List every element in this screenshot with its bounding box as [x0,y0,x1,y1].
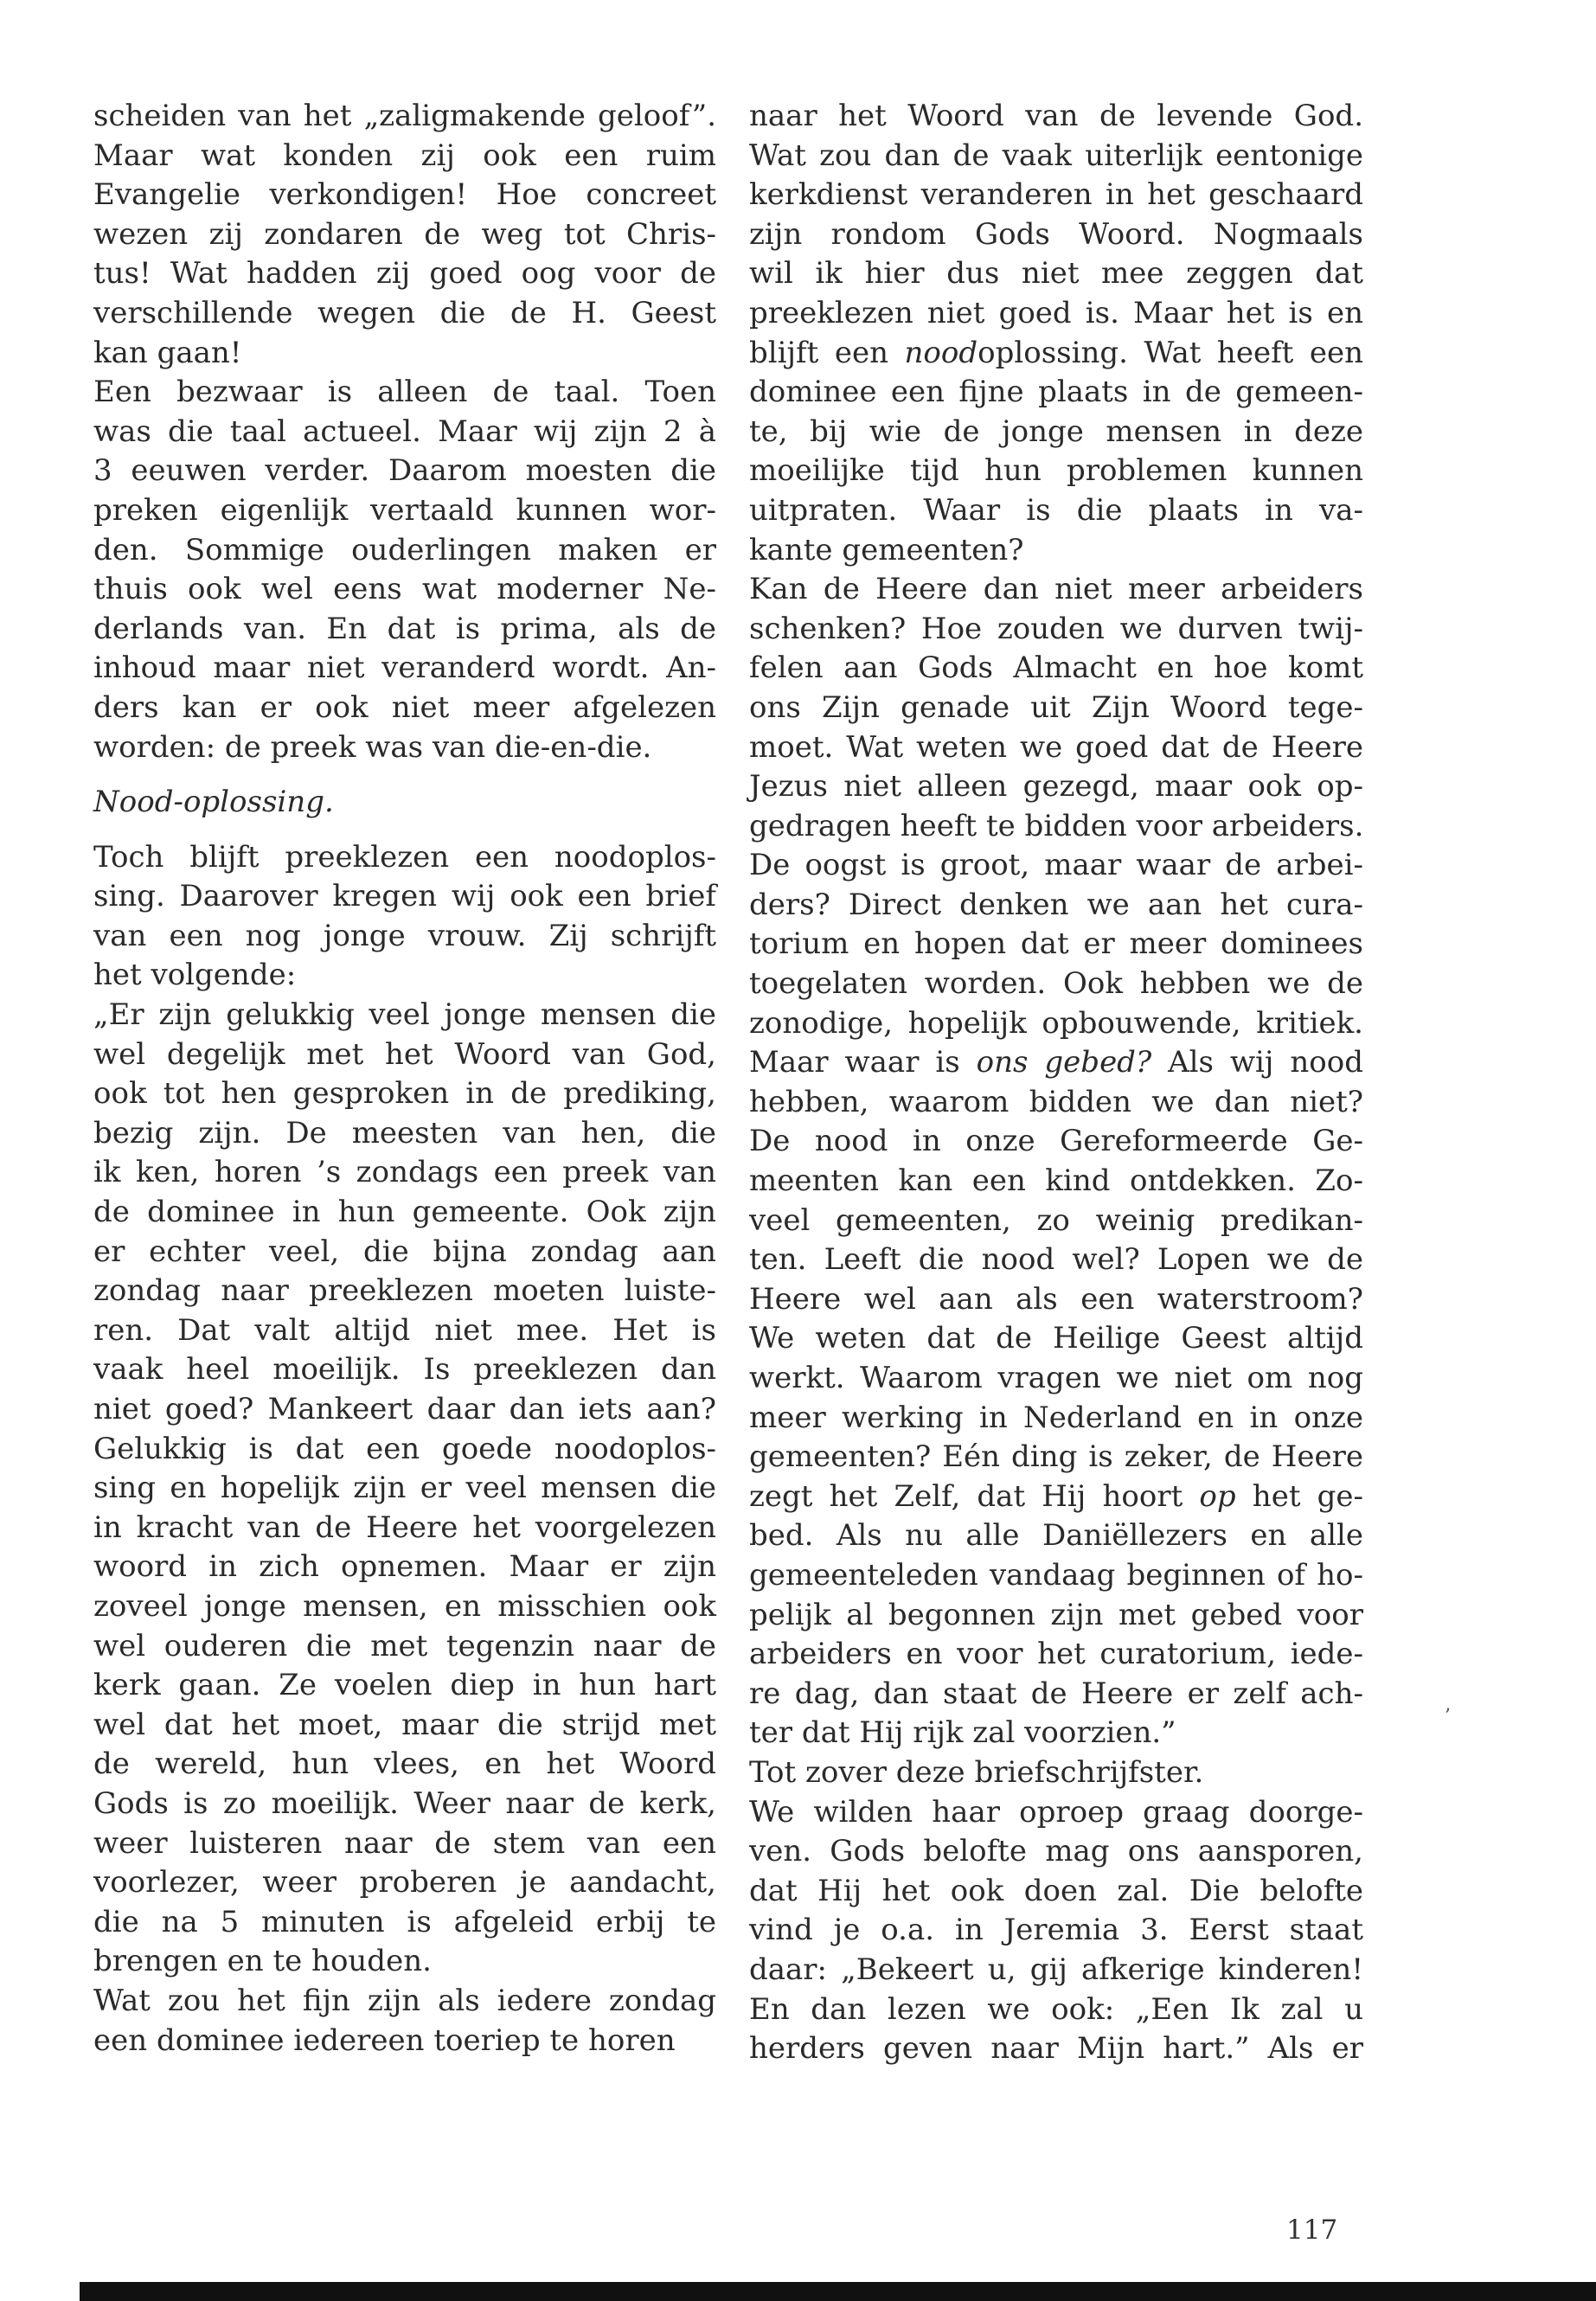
text-line: zoveel jonge mensen, en misschien ook [93,1588,716,1624]
text-line: dominee een fijne plaats in de gemeen- [749,375,1363,410]
text-line: kerk gaan. Ze voelen diep in hun hart [93,1668,716,1703]
text-line: arbeiders en voor het curatorium, iede- [749,1637,1363,1672]
text-line: meenten kan een kind ontdekken. Zo- [749,1163,1363,1199]
text-line: wel degelijk met het Woord van God, [93,1036,716,1072]
margin-mark: ’ [1445,1706,1451,1727]
text-line: gemeenten? Eén ding is zeker, de Heere [749,1439,1363,1475]
text-line: worden: de preek was van die-en-die. [93,729,652,765]
text-line: veel gemeenten, zo weinig predikan- [749,1202,1363,1238]
text-line: zijn rondom Gods Woord. Nogmaals [749,216,1363,252]
text-line: kerkdienst veranderen in het geschaard [749,177,1363,213]
text-line: daar: „Bekeert u, gij afkerige kinderen! [749,1952,1363,1987]
text-line: herders geven naar Mijn hart.” Als er [749,2031,1363,2067]
text-line: die na 5 minuten is afgeleid erbij te [93,1904,716,1939]
text-line: te, bij wie de jonge mensen in deze [749,413,1363,449]
text-line: brengen en te houden. [93,1944,432,1979]
text-line: re dag, dan staat de Heere er zelf ach- [749,1676,1363,1711]
text-line: Toch blijft preeklezen een noodoplos- [93,839,716,875]
text-line: woord in zich opnemen. Maar er zijn [93,1549,716,1585]
text-line: Een bezwaar is alleen de taal. Toen [93,375,716,410]
text-line: wel dat het moet, maar die strijd met [93,1707,716,1742]
text-line: den. Sommige ouderlingen maken er [93,532,716,567]
text-line: sing. Daarover kregen wij ook een brief [93,879,716,914]
text-line: zonodige, hopelijk opbouwende, kritiek. [749,1005,1363,1041]
text-line: En dan lezen we ook: „Een Ik zal u [749,1991,1363,2027]
text-line: ons Zijn genade uit Zijn Woord tege- [749,689,1363,725]
text-line: ders kan er ook niet meer afgelezen [93,689,716,725]
text-line: Gods is zo moeilijk. Weer naar de kerk, [93,1785,716,1821]
text-line: bed. Als nu alle Daniëllezers en alle [749,1518,1363,1554]
text-line: verschillende wegen die de H. Geest [93,295,716,330]
text-line: wezen zij zondaren de weg tot Chris- [93,216,716,252]
text-line: het volgende: [93,958,297,993]
text-line: werkt. Waarom vragen we niet om nog [749,1361,1363,1395]
text-line: meer werking in Nederland en in onze [749,1400,1363,1435]
text-line: derlands van. En dat is prima, als de [93,611,716,646]
text-line: ook tot hen gesproken in de prediking, [93,1076,716,1112]
text-line: De nood in onze Gereformeerde Ge- [749,1124,1363,1159]
text-line: pelijk al begonnen zijn met gebed voor [749,1597,1363,1632]
text-line: zegt het Zelf, dat Hij hoort op het ge- [749,1478,1364,1514]
text-line: Tot zover deze briefschrijfster. [749,1754,1204,1790]
text-line: wil ik hier dus niet mee zeggen dat [749,256,1363,292]
text-line: weer luisteren naar de stem van een [93,1825,716,1861]
text-line: ven. Gods belofte mag ons aansporen, [749,1834,1363,1869]
text-line: blijft een noodoplossing. Wat heeft een [749,335,1363,370]
text-line: gemeenteleden vandaag beginnen of ho- [749,1557,1363,1593]
text-line: preeklezen niet goed is. Maar het is en [749,295,1363,330]
text-line: de dominee in hun gemeente. Ook zijn [93,1195,716,1230]
text-line: We wilden haar oproep graag doorge- [749,1794,1363,1830]
text-line: moet. Wat weten we goed dat de Heere [749,729,1363,765]
text-line: wel ouderen die met tegenzin naar de [93,1628,716,1663]
text-line: Maar wat konden zij ook een ruim [93,138,716,173]
text-line: vaak heel moeilijk. Is preeklezen dan [93,1352,716,1388]
section-heading: Nood-oplossing. [93,785,334,820]
text-line: Heere wel aan als een waterstroom? [749,1281,1363,1317]
text-line: kan gaan! [93,335,242,370]
text-line: Wat zou het fijn zijn als iedere zondag [93,1983,716,2018]
scan-edge-bar [80,2282,1596,2301]
text-line: dat Hij het ook doen zal. Die belofte [749,1873,1363,1908]
text-line: We weten dat de Heilige Geest altijd [749,1321,1363,1356]
text-line: Gelukkig is dat een goede noodoplos- [93,1431,716,1466]
text-line: van een nog jonge vrouw. Zij schrijft [93,918,716,953]
text-line: was die taal actueel. Maar wij zijn 2 à [93,413,716,449]
text-line: voorlezer, weer proberen je aandacht, [93,1865,716,1900]
left-column [93,97,716,2061]
text-line: vind je o.a. in Jeremia 3. Eerst staat [749,1913,1363,1948]
text-line: Evangelie verkondigen! Hoe concreet [93,177,716,213]
text-line: scheiden van het „zaligmakende geloof”. [93,99,716,133]
text-line: kante gemeenten? [749,532,1024,567]
text-line: Wat zou dan de vaak uiterlijk eentonige [749,138,1363,173]
text-line: moeilijke tijd hun problemen kunnen [749,453,1363,489]
text-line: bezig zijn. De meesten van hen, die [93,1115,716,1150]
text-line: Jezus niet alleen gezegd, maar ook op- [749,769,1363,804]
text-line: gedragen heeft te bidden voor arbeiders. [749,808,1364,843]
text-line: zondag naar preeklezen moeten luiste- [93,1273,716,1309]
text-line: er echter veel, die bijna zondag aan [93,1234,716,1269]
text-line: schenken? Hoe zouden we durven twij- [749,611,1363,646]
text-line: in kracht van de Heere het voorgelezen [93,1509,716,1545]
text-line: een dominee iedereen toeriep te horen [93,2022,676,2058]
text-line: niet goed? Mankeert daar dan iets aan? [93,1392,716,1426]
text-line: naar het Woord van de levende God. [749,99,1363,133]
text-line: 3 eeuwen verder. Daarom moesten die [93,453,716,489]
text-line: toegelaten worden. Ook hebben we de [749,966,1363,1002]
text-line: inhoud maar niet veranderd wordt. An- [93,651,716,686]
text-line: de wereld, hun vlees, en het Woord [93,1747,716,1782]
page-number: 117 [1286,2214,1338,2246]
text-line: thuis ook wel eens wat moderner Ne- [93,572,716,607]
text-line: ders? Direct denken we aan het cura- [749,887,1363,922]
text-line: felen aan Gods Almacht en hoe komt [749,651,1363,686]
text-line: hebben, waarom bidden we dan niet? [749,1084,1363,1119]
right-column [749,97,1363,2069]
text-line: ten. Leeft die nood wel? Lopen we de [749,1242,1363,1278]
left-paragraphs-b [93,838,716,2061]
text-line: sing en hopelijk zijn er veel mensen die [93,1471,716,1506]
text-line: uitpraten. Waar is die plaats in va- [749,492,1363,528]
text-line: preken eigenlijk vertaald kunnen wor- [93,492,716,528]
text-line: tus! Wat hadden zij goed oog voor de [93,256,716,292]
text-line: ter dat Hij rijk zal voorzien.” [749,1715,1176,1751]
text-line: Maar waar is ons gebed? Als wij nood [749,1045,1364,1080]
text-line: ik ken, horen ’s zondags een preek van [93,1155,716,1190]
text-line: torium en hopen dat er meer dominees [749,926,1363,962]
text-line: Kan de Heere dan niet meer arbeiders [749,572,1363,607]
left-paragraphs-a [93,97,716,767]
text-line: „Er zijn gelukkig veel jonge mensen die [93,997,716,1033]
text-line: ren. Dat valt altijd niet mee. Het is [93,1312,716,1348]
text-line: De oogst is groot, maar waar de arbei- [749,848,1363,883]
